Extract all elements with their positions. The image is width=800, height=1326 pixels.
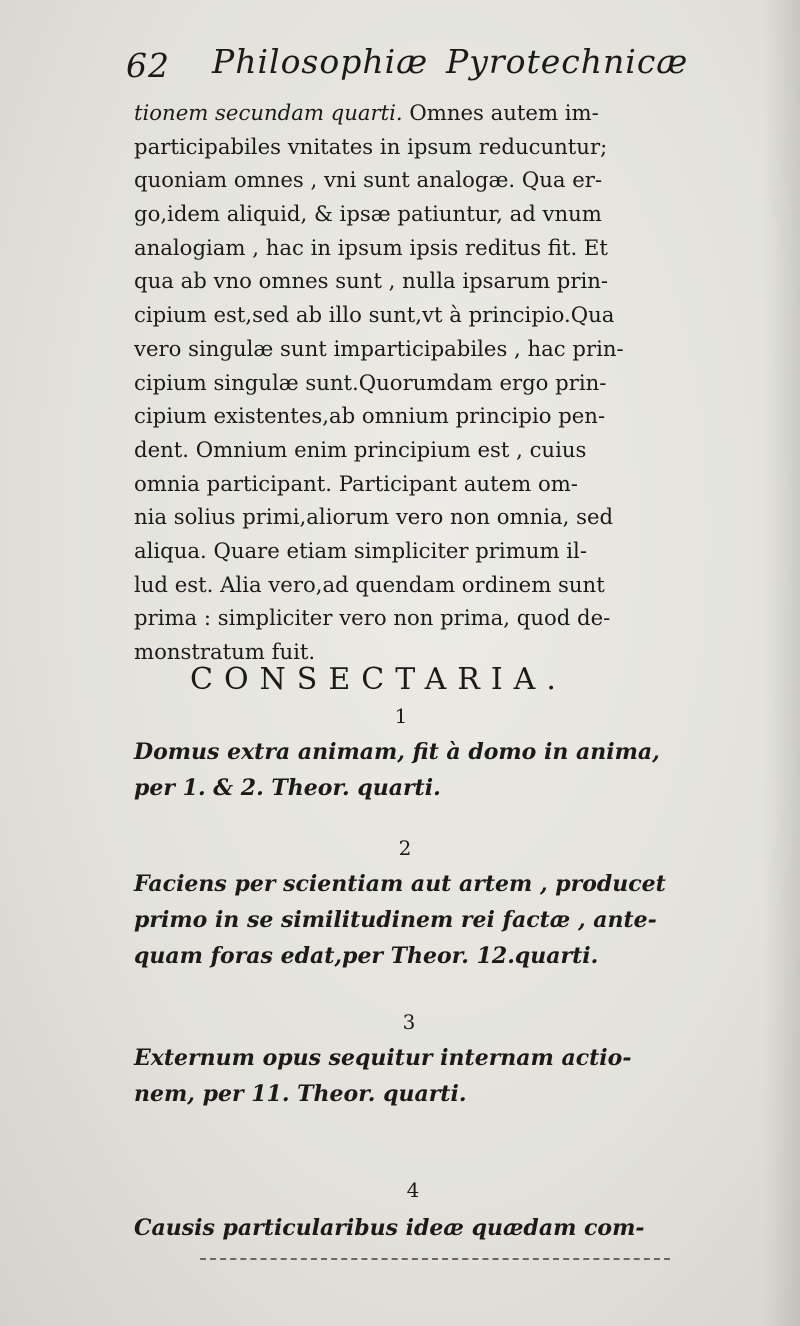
body-line-roman: cipium existentes,ab omnium principio pen-: [134, 403, 606, 429]
body-line-roman: participabiles vnitates in ipsum reducuntur;: [134, 133, 608, 159]
body-line-roman: prima : simpliciter vero non prima, quod de-: [134, 605, 611, 631]
body-line: [134, 366, 694, 400]
body-text: [134, 96, 694, 669]
body-line: [134, 568, 694, 602]
proposition-line: per 1. & 2. Theor. quarti.: [134, 775, 441, 801]
body-line-roman: aliqua. Quare etiam simpliciter primum il-: [134, 537, 587, 563]
body-line: [134, 130, 694, 164]
proposition-line: Faciens per scientiam aut artem , producet: [134, 871, 666, 897]
body-line: [134, 500, 694, 534]
body-line-roman: cipium singulæ sunt.Quorumdam ergo prin-: [134, 369, 607, 395]
body-line-italic: tionem secundam quarti.: [134, 100, 403, 125]
body-line: [134, 534, 694, 568]
header-title-pyrotechnicae: Pyrotechnicæ: [446, 42, 689, 81]
running-header: [126, 42, 706, 92]
body-line-roman: cipium est,sed ab illo sunt,vt à principio.Qua: [134, 302, 615, 328]
body-line: [134, 264, 694, 298]
body-line-roman: dent. Omnium enim principium est , cuius: [134, 436, 587, 462]
body-line-roman: qua ab vno omnes sunt , nulla ipsarum prin-: [134, 268, 609, 294]
proposition-2: [134, 866, 704, 974]
proposition-line: nem, per 11. Theor. quarti.: [134, 1081, 467, 1107]
body-line: [134, 399, 694, 433]
body-line-roman: lud est. Alia vero,ad quendam ordinem sunt: [134, 571, 605, 597]
body-line-roman: analogiam , hac in ipsum ipsis reditus fit. Et: [134, 234, 608, 260]
header-title-philosophiae: Philosophiæ: [212, 42, 429, 81]
body-line-roman: go,idem aliquid, & ipsæ patiuntur, ad vnum: [134, 201, 602, 227]
consectaria-heading: CONSECTARIA.: [190, 662, 567, 697]
proposition-4: [134, 1210, 704, 1246]
proposition-number: 2: [398, 836, 412, 860]
body-line: [134, 163, 694, 197]
body-line: [134, 467, 694, 501]
body-line-roman: quoniam omnes , vni sunt analogæ. Qua er-: [134, 167, 603, 193]
proposition-number: 4: [406, 1178, 420, 1202]
body-line: [134, 433, 694, 467]
body-line-roman: vero singulæ sunt imparticipabiles , hac prin-: [134, 335, 624, 361]
body-line-roman: omnia participant. Participant autem om-: [134, 470, 578, 496]
page-number: 62: [126, 46, 170, 85]
page-gutter-shadow: [764, 0, 800, 1326]
body-line-roman: monstratum fuit.: [134, 639, 316, 664]
proposition-number: 3: [402, 1010, 416, 1034]
body-line: [134, 96, 694, 130]
proposition-number: 1: [394, 704, 408, 728]
proposition-line: primo in se similitudinem rei factæ , ante-: [134, 907, 657, 933]
proposition-line: Domus extra animam, fit à domo in anima,: [134, 739, 660, 765]
body-line: [134, 332, 694, 366]
proposition-line: Causis particularibus ideæ quædam com-: [134, 1215, 645, 1241]
body-line: [134, 298, 694, 332]
body-line-roman: Omnes autem im-: [402, 100, 599, 125]
body-line: [134, 197, 694, 231]
faint-catchline-rule: [200, 1258, 670, 1260]
body-line: [134, 601, 694, 635]
body-line: [134, 231, 694, 265]
body-line-roman: nia solius primi,aliorum vero non omnia, sed: [134, 504, 614, 530]
proposition-3: [134, 1040, 704, 1112]
proposition-line: Externum opus sequitur internam actio-: [134, 1045, 632, 1071]
proposition-1: [134, 734, 704, 806]
proposition-line: quam foras edat,per Theor. 12.quarti.: [134, 943, 599, 969]
